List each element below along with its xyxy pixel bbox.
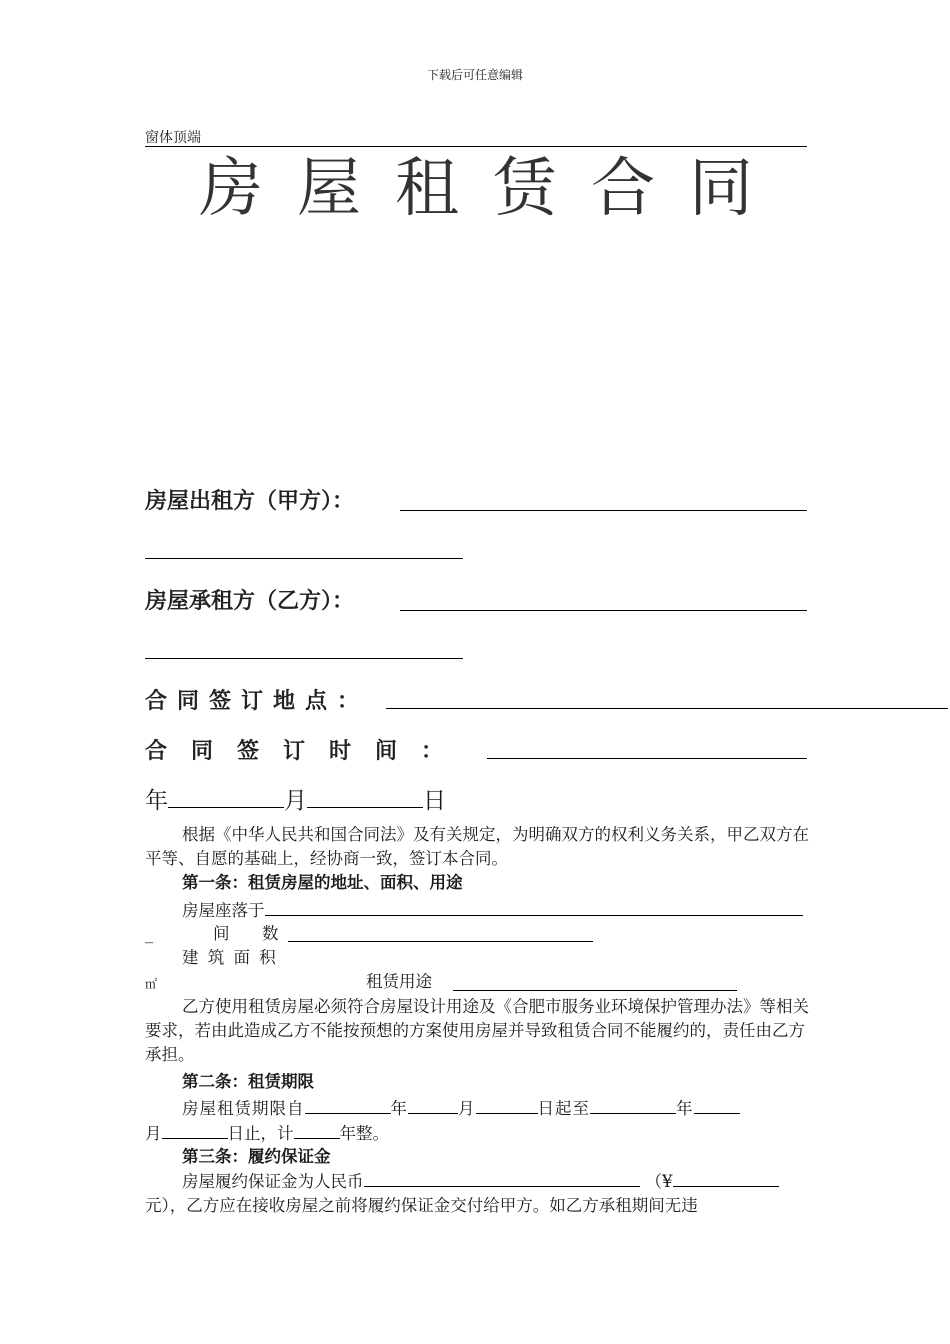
time-blank[interactable] [487, 758, 807, 759]
date-row [145, 782, 446, 815]
end-day-blank[interactable] [162, 1121, 228, 1139]
art2-day-to: 日止，计 [227, 1124, 294, 1143]
date-year: 年 [145, 788, 168, 814]
lessee-blank-cont[interactable] [145, 658, 463, 659]
years-blank[interactable] [294, 1121, 340, 1139]
art1-dash: _ [145, 924, 154, 943]
art3-heading: 第三条：履约保证金 [182, 1147, 331, 1166]
art1-rooms-label: 间 数 [213, 924, 287, 943]
art1-rooms-row [213, 922, 287, 946]
location-blank[interactable] [265, 898, 803, 916]
art3-deposit-label: 房屋履约保证金为人民币 [182, 1172, 364, 1191]
intro-paragraph: 根据《中华人民共和国合同法》及有关规定，为明确双方的权利义务关系，甲乙双方在平等、自愿的基础上，经协商一致，签订本合同。 [145, 825, 809, 868]
art1-area-label: 建 筑 面 积 [182, 948, 278, 967]
lessor-blank[interactable] [400, 510, 807, 511]
form-top-label: 窗体顶端 [145, 130, 201, 146]
art2-line2 [145, 1121, 389, 1146]
art1-unit: ㎡ [145, 977, 158, 991]
deposit-amount-blank[interactable] [364, 1169, 640, 1187]
date-day: 日 [423, 788, 446, 814]
lessee-label: 房屋承租方（乙方）： [145, 588, 355, 614]
end-month-blank[interactable] [694, 1096, 740, 1114]
start-year-blank[interactable] [305, 1096, 391, 1114]
art2-heading: 第二条：租赁期限 [182, 1072, 314, 1091]
start-month-blank[interactable] [408, 1096, 458, 1114]
art1-heading: 第一条：租赁房屋的地址、面积、用途 [182, 873, 463, 892]
art2-year: 年 [390, 1099, 408, 1118]
place-label: 合同签订地点： [145, 688, 370, 714]
art3-line1 [182, 1169, 779, 1194]
art2-term-label: 房屋租赁期限自 [182, 1099, 305, 1118]
month-blank[interactable] [168, 790, 284, 808]
end-year-blank[interactable] [590, 1096, 676, 1114]
day-blank[interactable] [307, 790, 423, 808]
date-month: 月 [284, 788, 307, 814]
art1-usage-label: 租赁用途 [366, 972, 432, 991]
art3-yen: （¥ [645, 1172, 673, 1191]
usage-blank[interactable] [453, 990, 737, 991]
art1-paragraph: 乙方使用租赁房屋必须符合房屋设计用途及《合肥市服务业环境保护管理办法》等相关要求，若由此造成乙方不能按预想的方案使用房屋并导致租赁合同不能履约的，责任由乙方承担。 [145, 997, 809, 1064]
art2-year2: 年 [676, 1099, 694, 1118]
lessee-blank[interactable] [400, 610, 807, 611]
lessor-label: 房屋出租方（甲方）： [145, 488, 355, 514]
rooms-blank[interactable] [288, 941, 593, 942]
art1-location-row [182, 898, 803, 923]
art1-location-label: 房屋座落于 [182, 901, 265, 920]
time-label: 合同签订时间： [145, 738, 468, 764]
art2-month2: 月 [145, 1124, 162, 1143]
art2-month: 月 [458, 1099, 476, 1118]
lessor-blank-cont[interactable] [145, 558, 463, 559]
start-day-blank[interactable] [476, 1096, 538, 1114]
contract-title: 房屋租赁合同 [199, 152, 787, 226]
art2-line1 [182, 1096, 740, 1121]
place-blank[interactable] [386, 708, 948, 709]
art3-line2: 元），乙方应在接收房屋之前将履约保证金交付给甲方。如乙方承租期间无违 [145, 1196, 698, 1215]
art2-years: 年整。 [339, 1124, 389, 1143]
header-note: 下载后可任意编辑 [426, 68, 523, 82]
art2-day-from: 日起至 [537, 1099, 590, 1118]
deposit-yen-blank[interactable] [673, 1169, 779, 1187]
